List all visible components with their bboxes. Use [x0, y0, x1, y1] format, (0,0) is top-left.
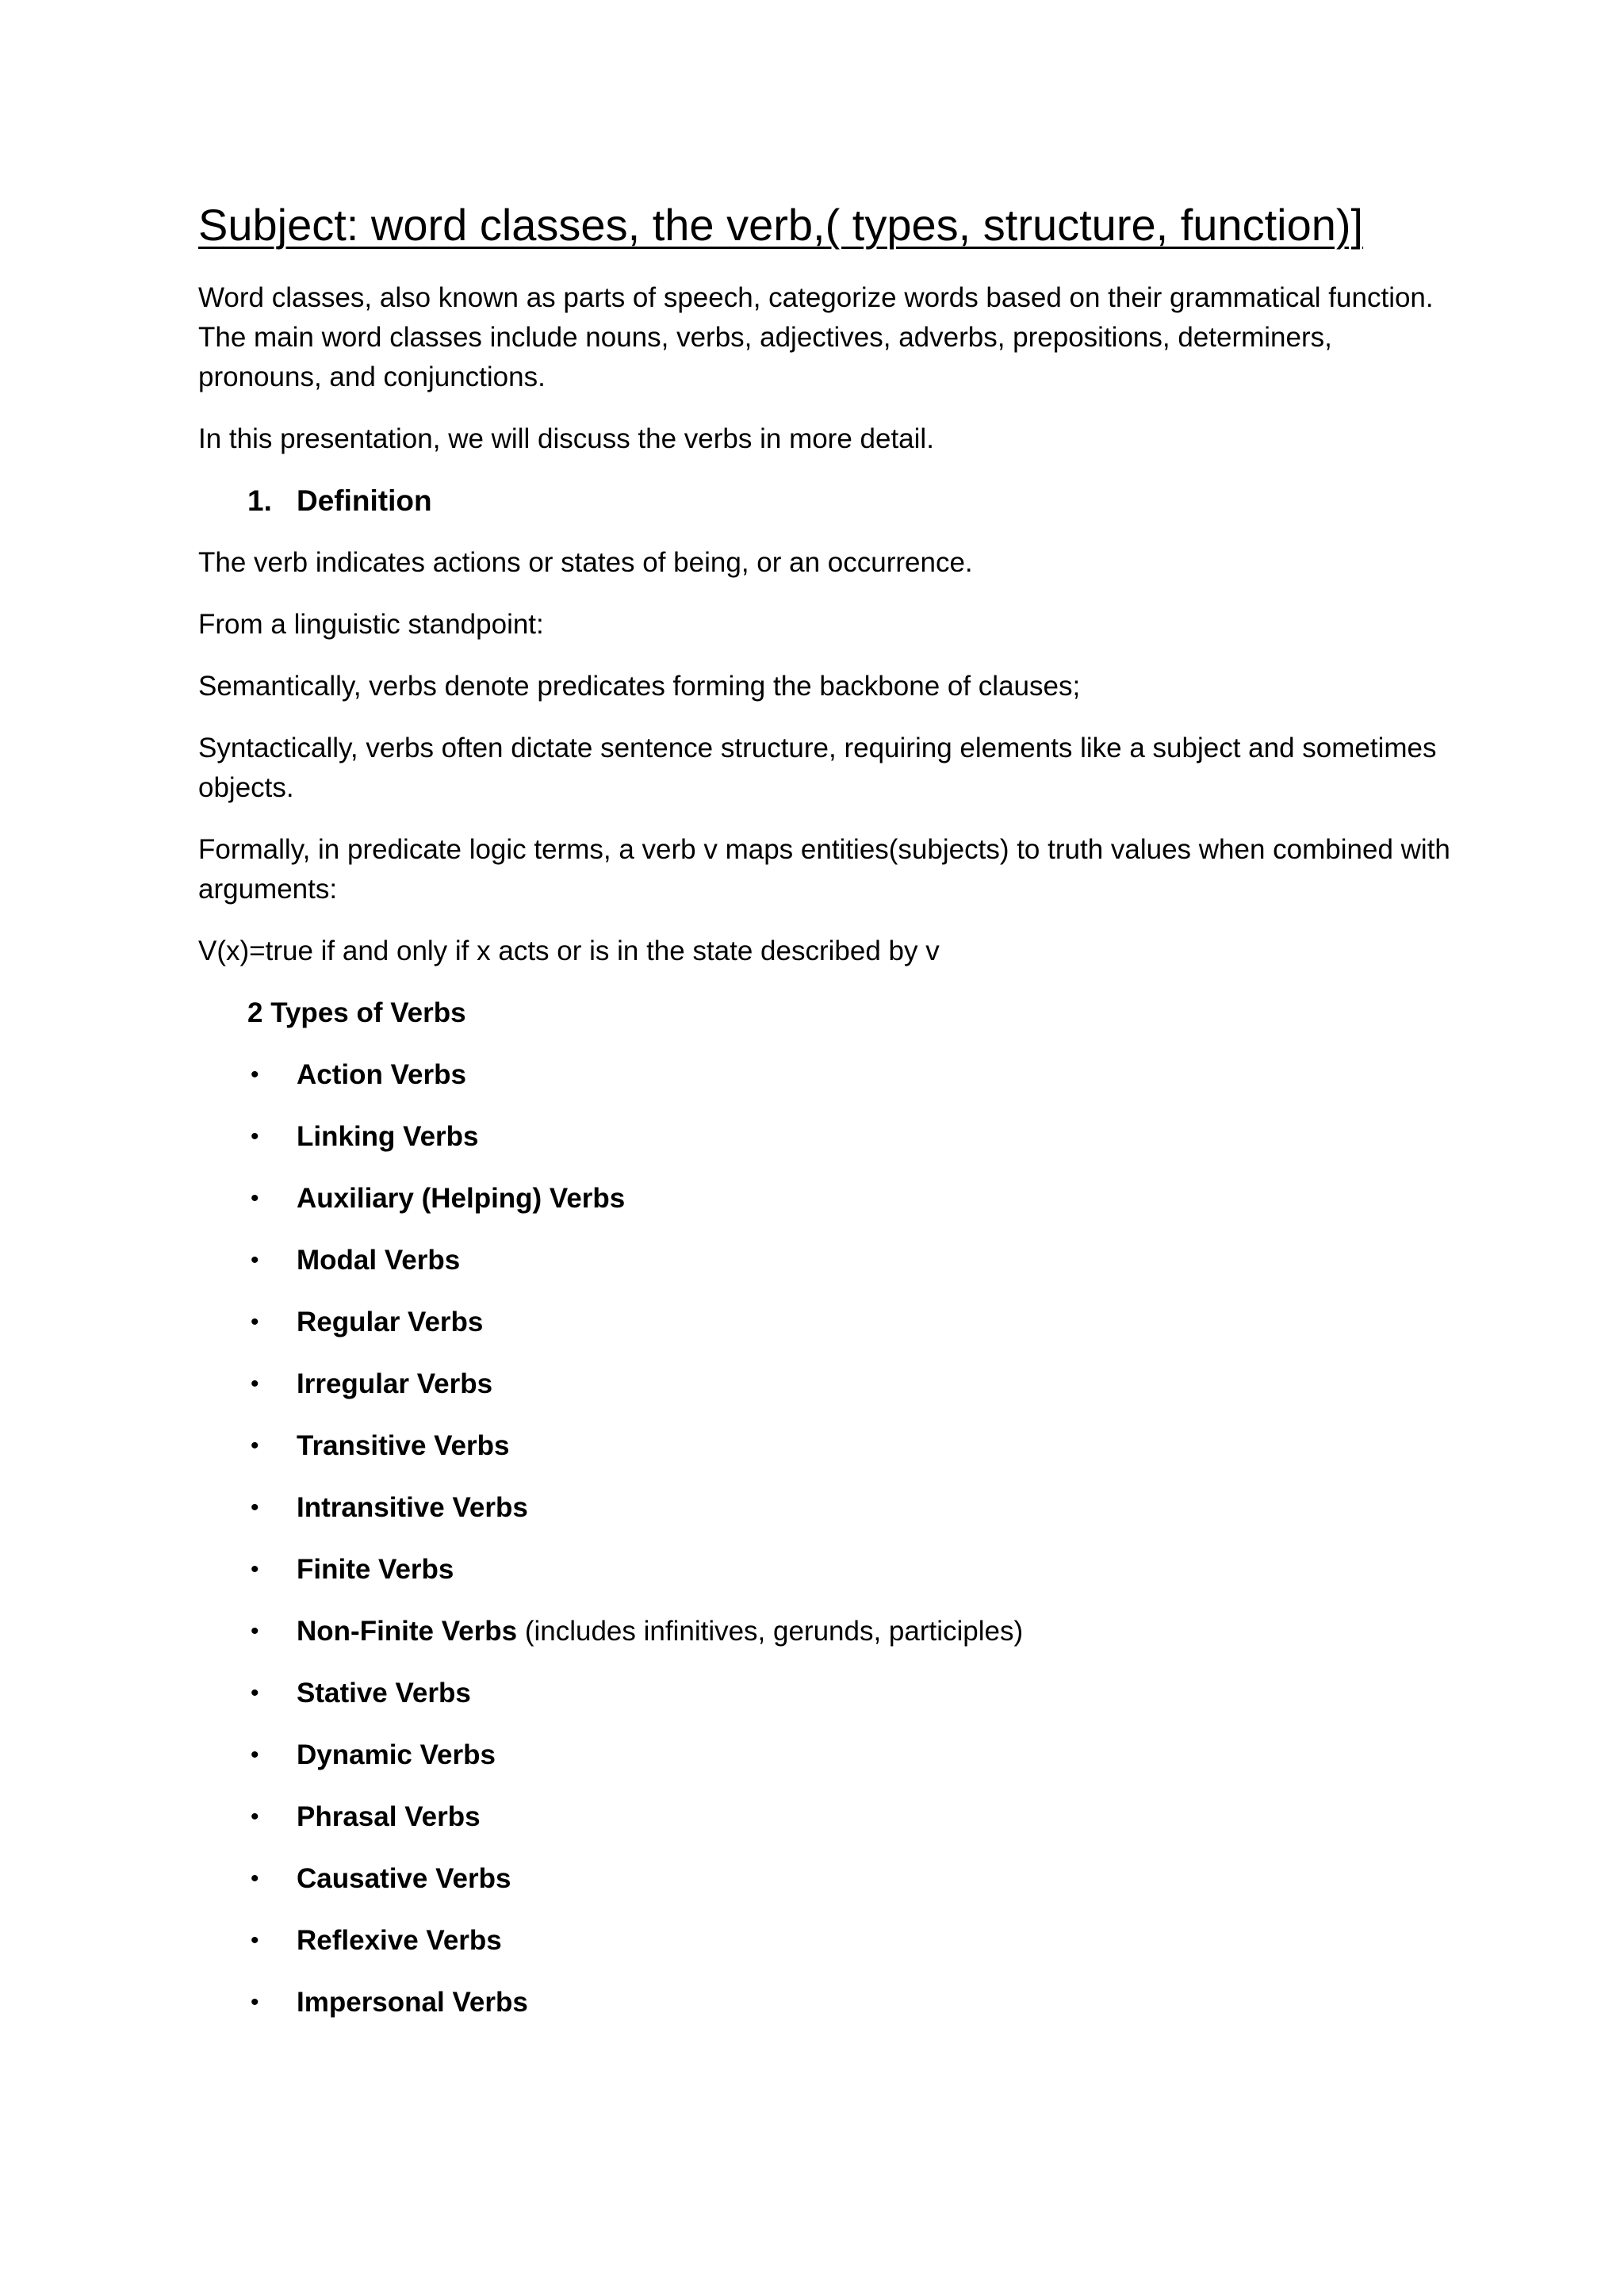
definition-paragraph: Formally, in predicate logic terms, a verb v maps entities(subjects) to truth values when combined with arguments: [198, 834, 1450, 905]
bullet-icon: • [251, 1618, 259, 1645]
bullet-icon: • [251, 1433, 259, 1460]
bullet-icon: • [251, 1866, 259, 1892]
list-item [198, 1612, 1451, 1651]
verb-type-term: Dynamic Verbs [297, 1739, 496, 1771]
verb-type-term: Finite Verbs [297, 1554, 454, 1586]
bullet-icon: • [251, 1062, 259, 1089]
section-number: 1. [247, 484, 272, 518]
verb-type-term: Intransitive Verbs [297, 1492, 528, 1524]
verb-type-term: Irregular Verbs [297, 1368, 493, 1400]
bullet-icon: • [251, 1309, 259, 1336]
section-heading-types: 2 Types of Verbs [247, 997, 466, 1029]
verb-type-term: Non-Finite Verbs [297, 1616, 518, 1647]
bullet-icon: • [251, 1123, 259, 1150]
definition-paragraph: From a linguistic standpoint: [198, 609, 544, 641]
list-item [198, 1921, 1451, 1961]
verb-type-term: Impersonal Verbs [297, 1987, 528, 2019]
definition-paragraph: The verb indicates actions or states of being, or an occurrence. [198, 547, 973, 579]
verb-type-term: Modal Verbs [297, 1245, 461, 1276]
verb-type-term: Linking Verbs [297, 1121, 479, 1153]
intro-paragraph: Word classes, also known as parts of speech, categorize words based on their grammatical function. The main word classes include nouns, verbs, adjectives, adverbs, prepositions, determiners, pronouns, and conjunctions. [198, 282, 1434, 393]
list-item [198, 1674, 1451, 1713]
list-item [198, 1117, 1451, 1157]
formula-paragraph: V(x)=true if and only if x acts or is in the state described by v [198, 936, 940, 967]
list-item [198, 1241, 1451, 1280]
list-item [198, 1303, 1451, 1342]
bullet-icon: • [251, 1185, 259, 1212]
list-item [198, 1735, 1451, 1775]
list-item [198, 1364, 1451, 1404]
bullet-icon: • [251, 1247, 259, 1274]
bullet-icon: • [251, 1494, 259, 1521]
document-content [198, 198, 1451, 2045]
list-item [198, 1859, 1451, 1899]
verb-types-list [198, 1055, 1451, 2022]
intro-paragraph: In this presentation, we will discuss the verbs in more detail. [198, 423, 934, 455]
list-item [198, 1797, 1451, 1837]
list-item [198, 1983, 1451, 2022]
bullet-icon: • [251, 1927, 259, 1954]
verb-type-term: Stative Verbs [297, 1678, 471, 1709]
bullet-icon: • [251, 1680, 259, 1707]
verb-type-term: Transitive Verbs [297, 1430, 510, 1462]
bullet-icon: • [251, 1371, 259, 1398]
section-heading-text: Definition [297, 484, 432, 518]
list-item [198, 1488, 1451, 1528]
verb-type-term: Phrasal Verbs [297, 1801, 481, 1833]
verb-type-term: Causative Verbs [297, 1863, 511, 1895]
verb-type-note: (includes infinitives, gerunds, participles) [517, 1616, 1024, 1647]
verb-type-term: Reflexive Verbs [297, 1925, 502, 1957]
list-item [198, 1550, 1451, 1590]
section-heading-definition [247, 481, 1451, 521]
list-item [198, 1179, 1451, 1219]
definition-paragraph: Semantically, verbs denote predicates forming the backbone of clauses; [198, 671, 1081, 702]
bullet-icon: • [251, 1556, 259, 1583]
verb-type-term: Auxiliary (Helping) Verbs [297, 1183, 626, 1215]
verb-type-term: Action Verbs [297, 1059, 466, 1091]
list-item [198, 1055, 1451, 1095]
list-item [198, 1426, 1451, 1466]
bullet-icon: • [251, 1804, 259, 1831]
bullet-icon: • [251, 1742, 259, 1769]
verb-type-term: Regular Verbs [297, 1307, 484, 1338]
bullet-icon: • [251, 1989, 259, 2016]
definition-paragraph: Syntactically, verbs often dictate sentence structure, requiring elements like a subject and sometimes objects. [198, 733, 1437, 804]
document-title: Subject: word classes, the verb,( types, structure, function)] [198, 200, 1364, 250]
